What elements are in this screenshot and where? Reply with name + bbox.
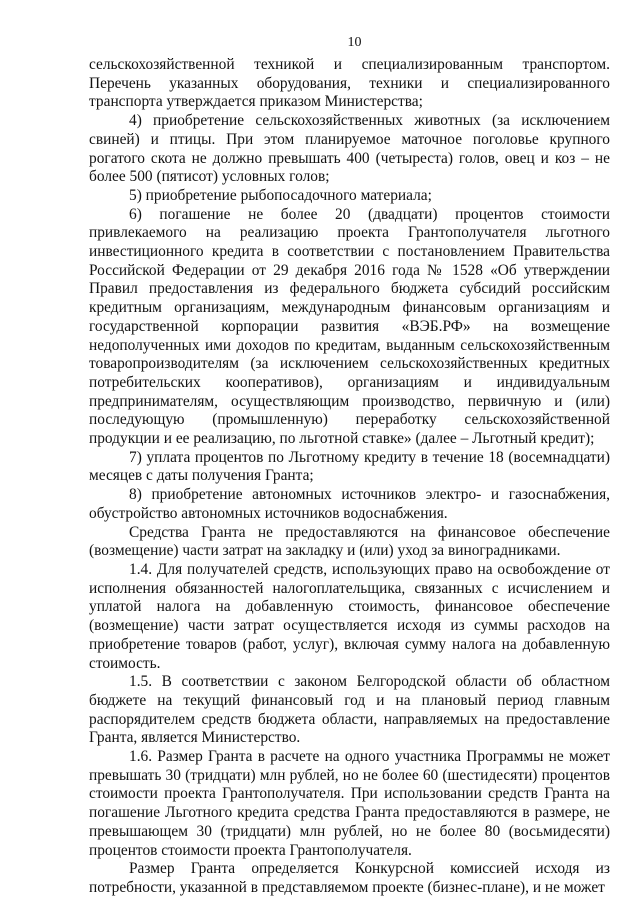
page-number: 10 bbox=[347, 35, 362, 50]
paragraph: сельскохозяйственной техникой и специализированным транспортом. Перечень указанных оборудования, техники и специализированного транспорта утверждается приказом Министерства; bbox=[89, 56, 610, 111]
paragraph: 5) приобретение рыбопосадочного материала; bbox=[129, 186, 432, 204]
paragraph: 1.6. Размер Гранта в расчете на одного участника Программы не может превышать 30 (тридцати) млн рублей, но не более 60 (шестидесяти) процентов стоимости проекта Грантополучателя. При использовании средств Гранта на погашение Льготного кредита средства Гранта предоставляются в размере, не превышающем 30 (тридцати) млн рублей, но не более 80 (восьмидесяти) процентов стоимости проекта Грантополучателя. bbox=[89, 748, 610, 859]
paragraph: 1.5. В соответствии с законом Белгородской области об областном бюджете на текущий финансовый год и на плановый период главным распорядителем средств бюджета области, направляемых на предоставление Гранта, является Министерство. bbox=[89, 673, 610, 747]
paragraph: 4) приобретение сельскохозяйственных животных (за исключением свиней) и птицы. При этом планируемое маточное поголовье крупного рогатого скота не должно превышать 400 (четыреста) голов, овец и коз – не более 500 (пятисот) условных голов; bbox=[89, 112, 610, 186]
paragraph: 6) погашение не более 20 (двадцати) процентов стоимости привлекаемого на реализацию проекта Грантополучателя льготного инвестиционного кредита в соответствии с постановлением Правительства Российской Федерации от 29 декабря 2016 года № 1528 «Об утверждении Правил предоставления из федерального бюджета субсидий российским кредитным организациям, международным финансовым организациям и государственной корпорации развития «ВЭБ.РФ» на возмещение недополученных ими доходов по кредитам, выданным сельскохозяйственным товаропроизводителям (за исключением сельскохозяйственных кредитных потребительских кооперативов), организациям и индивидуальным предпринимателям, осуществляющим производство, первичную и (или) последующую (промышленную) переработку сельскохозяйственной продукции и ее реализацию, по льготной ставке» (далее – Льготный кредит); bbox=[89, 205, 610, 448]
paragraph: Средства Гранта не предоставляются на финансовое обеспечение (возмещение) части затрат на закладку и (или) уход за виноградниками. bbox=[89, 523, 610, 560]
paragraph: 7) уплата процентов по Льготному кредиту в течение 18 (восемнадцати) месяцев с даты получения Гранта; bbox=[89, 448, 610, 485]
paragraph: 8) приобретение автономных источников электро- и газоснабжения, обустройство автономных источников водоснабжения. bbox=[89, 486, 610, 522]
paragraph: 1.4. Для получателей средств, использующих право на освобождение от исполнения обязанностей налогоплательщика, связанных с исчислением и уплатой налога на добавленную стоимость, финансовое обеспечение (возмещение) части затрат осуществляется исходя из суммы расходов на приобретение товаров (работ, услуг), включая сумму налога на добавленную стоимость. bbox=[89, 560, 610, 672]
document-body bbox=[89, 56, 610, 898]
paragraph: Размер Гранта определяется Конкурсной комиссией исходя из потребности, указанной в представляемом проекте (бизнес-плане), и не может bbox=[89, 860, 610, 896]
